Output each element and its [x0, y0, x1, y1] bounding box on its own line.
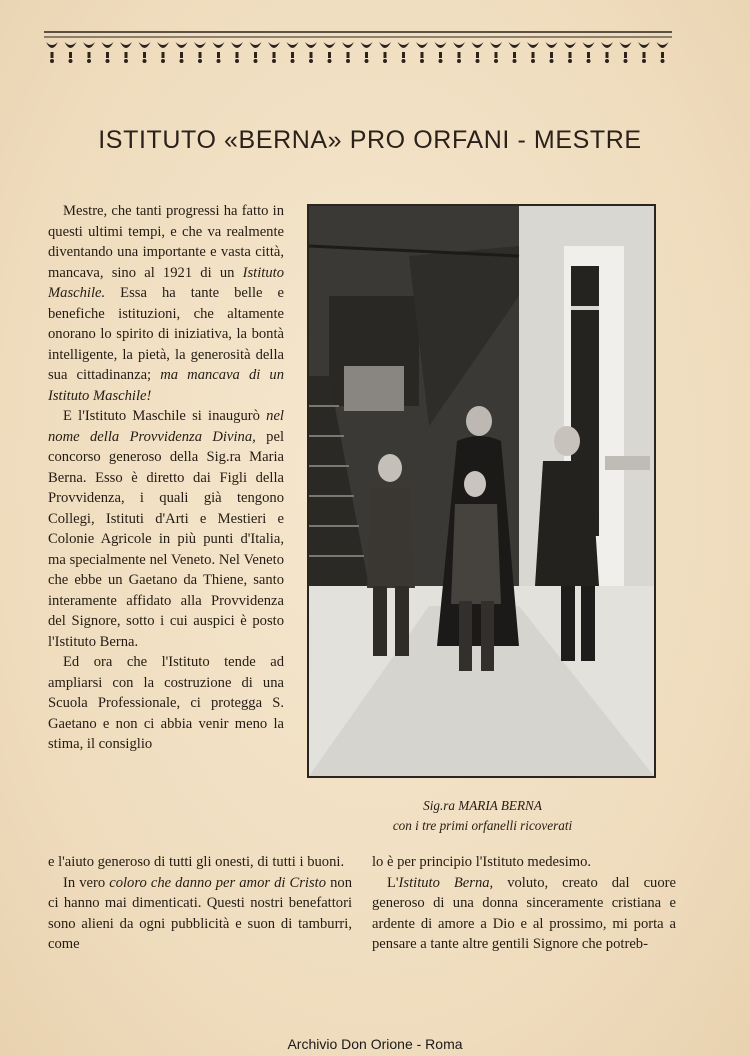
ornament-dot: [69, 59, 73, 63]
ornament-dot: [180, 59, 184, 63]
paragraph-6: [372, 852, 676, 873]
ornament-motif: [157, 42, 169, 58]
ornament-motif: [250, 42, 262, 58]
text-run: lo è per principio l'Istituto medesimo.: [372, 854, 592, 870]
ornament-dot: [87, 59, 91, 63]
ornament-motif: [176, 42, 188, 58]
ornament-dot: [420, 59, 424, 63]
ornament-motif: [139, 42, 151, 58]
ornament-motif: [398, 42, 410, 58]
ornament-dot: [272, 59, 276, 63]
ornament-motif: [268, 42, 280, 58]
ornament-motif: [231, 42, 243, 58]
ornament-motif: [194, 42, 206, 58]
ornament-dot: [531, 59, 535, 63]
ornament-dot: [143, 59, 147, 63]
article-bottom-left: [48, 852, 352, 955]
ornament-dot: [328, 59, 332, 63]
ornament-motif: [102, 42, 114, 58]
text-run: Essa ha tante belle e benefiche istituzioni, che altamente onorano lo spirito di iniziativa, la bontà intelligente, la pietà, la generosità della sua cittadinanza;: [48, 285, 284, 383]
ornament-dot: [161, 59, 165, 63]
text-run: E l'Istituto Maschile si inaugurò: [63, 408, 267, 424]
page-title: ISTITUTO «BERNA» PRO ORFANI - MESTRE: [98, 126, 642, 154]
ornament-motif: [361, 42, 373, 58]
ornament-dot: [309, 59, 313, 63]
ornament-motif: [46, 42, 58, 58]
italic-run: coloro che danno per amor di Cristo: [109, 874, 327, 891]
ornament-motif: [305, 42, 317, 58]
ornament-motif: [83, 42, 95, 58]
caption-line-2: con i tre primi orfanelli ricoverati: [392, 818, 573, 833]
ornament-dot: [50, 59, 54, 63]
ornament-dot: [587, 59, 591, 63]
paragraph-4: [48, 852, 352, 873]
ornament-motif: [65, 42, 77, 58]
ornament-motif: [564, 42, 576, 58]
text-run: voluto, creato dal cuore generoso di una donna sinceramente cristiana e ardente di amore a Dio e al prossimo, mi porta a pensare a tante altre gentili Signore che potreb-: [372, 874, 676, 952]
ornament-dot: [457, 59, 461, 63]
paragraph-5: [48, 873, 352, 955]
text-run: L': [387, 874, 399, 891]
ornament-dot: [383, 59, 387, 63]
ornament-dot: [106, 59, 110, 63]
paragraph-3: [48, 652, 284, 755]
ornament-dot: [254, 59, 258, 63]
article-bottom-right: [372, 852, 676, 955]
article-column-left: [48, 201, 284, 755]
text-run: pel concorso generoso della Sig.ra Maria Berna. Esso è diretto dai Figli della Provvidenza, i quali già tengono Collegi, Istituti d'Arti e Mestieri e Colonie Agricole in più punti d'Italia, ma specialmente nel Veneto. Nel Veneto che ebbe un Gaetano da Thiene, santo interamente affidato alla Provvidenza del Signore, sotto i cui auspici è posto l'Istituto Berna.: [48, 428, 284, 650]
paragraph-7: [372, 873, 676, 955]
ornament-dot: [346, 59, 350, 63]
photo-illustration: [309, 206, 654, 776]
paragraph-1: [48, 201, 284, 406]
paragraph-2: [48, 406, 284, 652]
ornament-dot: [124, 59, 128, 63]
ornament-dot: [550, 59, 554, 63]
text-run: In vero: [63, 874, 110, 891]
caption-line-1: Sig.ra MARIA BERNA: [423, 798, 542, 813]
ornament-motif: [490, 42, 502, 58]
ornament-motif: [416, 42, 428, 58]
historical-photo: [307, 204, 656, 778]
ornament-dot: [661, 59, 665, 63]
ornament-motif: [472, 42, 484, 58]
italic-run: nel nome della Provvidenza Divina,: [48, 408, 284, 445]
ornament-motif: [638, 42, 650, 58]
ornament-motif: [527, 42, 539, 58]
ornament-motif: [324, 42, 336, 58]
ornament-motif: [453, 42, 465, 58]
ornament-motif: [546, 42, 558, 58]
ornament-motif: [620, 42, 632, 58]
ornament-dot: [439, 59, 443, 63]
text-run: Ed ora che l'Istituto tende ad ampliarsi con la costruzione di una Scuola Professionale, ci protegga S. Gaetano e non ci abbia venir meno la stima, il consiglio: [48, 654, 284, 752]
ornament-dot: [291, 59, 295, 63]
ornament-dot: [476, 59, 480, 63]
decorative-border: [44, 30, 672, 66]
text-run: non ci hanno mai dimenticati. Questi nostri benefattori sono alieni da ogni pubblicità e suon di tamburri, come: [48, 874, 352, 952]
archive-footer: Archivio Don Orione - Roma: [287, 1036, 463, 1052]
ornament-dot: [513, 59, 517, 63]
ornament-motif: [287, 42, 299, 58]
text-run: Mestre, che tanti progressi ha fatto in questi ultimi tempi, e che va realmente diventando una importante e vasta città, mancava, sino al 1921 di un: [48, 203, 284, 281]
ornament-motif: [657, 42, 669, 58]
italic-run: Istituto Berna,: [398, 874, 494, 891]
ornament-motif: [435, 42, 447, 58]
ornament-dot: [198, 59, 202, 63]
ornament-motif: [601, 42, 613, 58]
ornament-motif: [379, 42, 391, 58]
ornament-dot: [235, 59, 239, 63]
ornament-motif: [120, 42, 132, 58]
ornament-motif: [342, 42, 354, 58]
photo-caption: [345, 796, 620, 836]
text-run: e l'aiuto generoso di tutti gli onesti, di tutti i buoni.: [48, 854, 345, 870]
italic-run: Istituto Maschile.: [48, 264, 284, 301]
ornament-motif: [509, 42, 521, 58]
ornament-dot: [605, 59, 609, 63]
ornament-motif: [583, 42, 595, 58]
ornament-dot: [494, 59, 498, 63]
ornament-motif: [213, 42, 225, 58]
italic-run: ma mancava di un Istituto Maschile!: [48, 367, 284, 404]
ornament-dot: [568, 59, 572, 63]
ornament-dot: [402, 59, 406, 63]
ornament-dot: [624, 59, 628, 63]
ornament-dot: [365, 59, 369, 63]
ornament-dot: [642, 59, 646, 63]
ornament-dot: [217, 59, 221, 63]
